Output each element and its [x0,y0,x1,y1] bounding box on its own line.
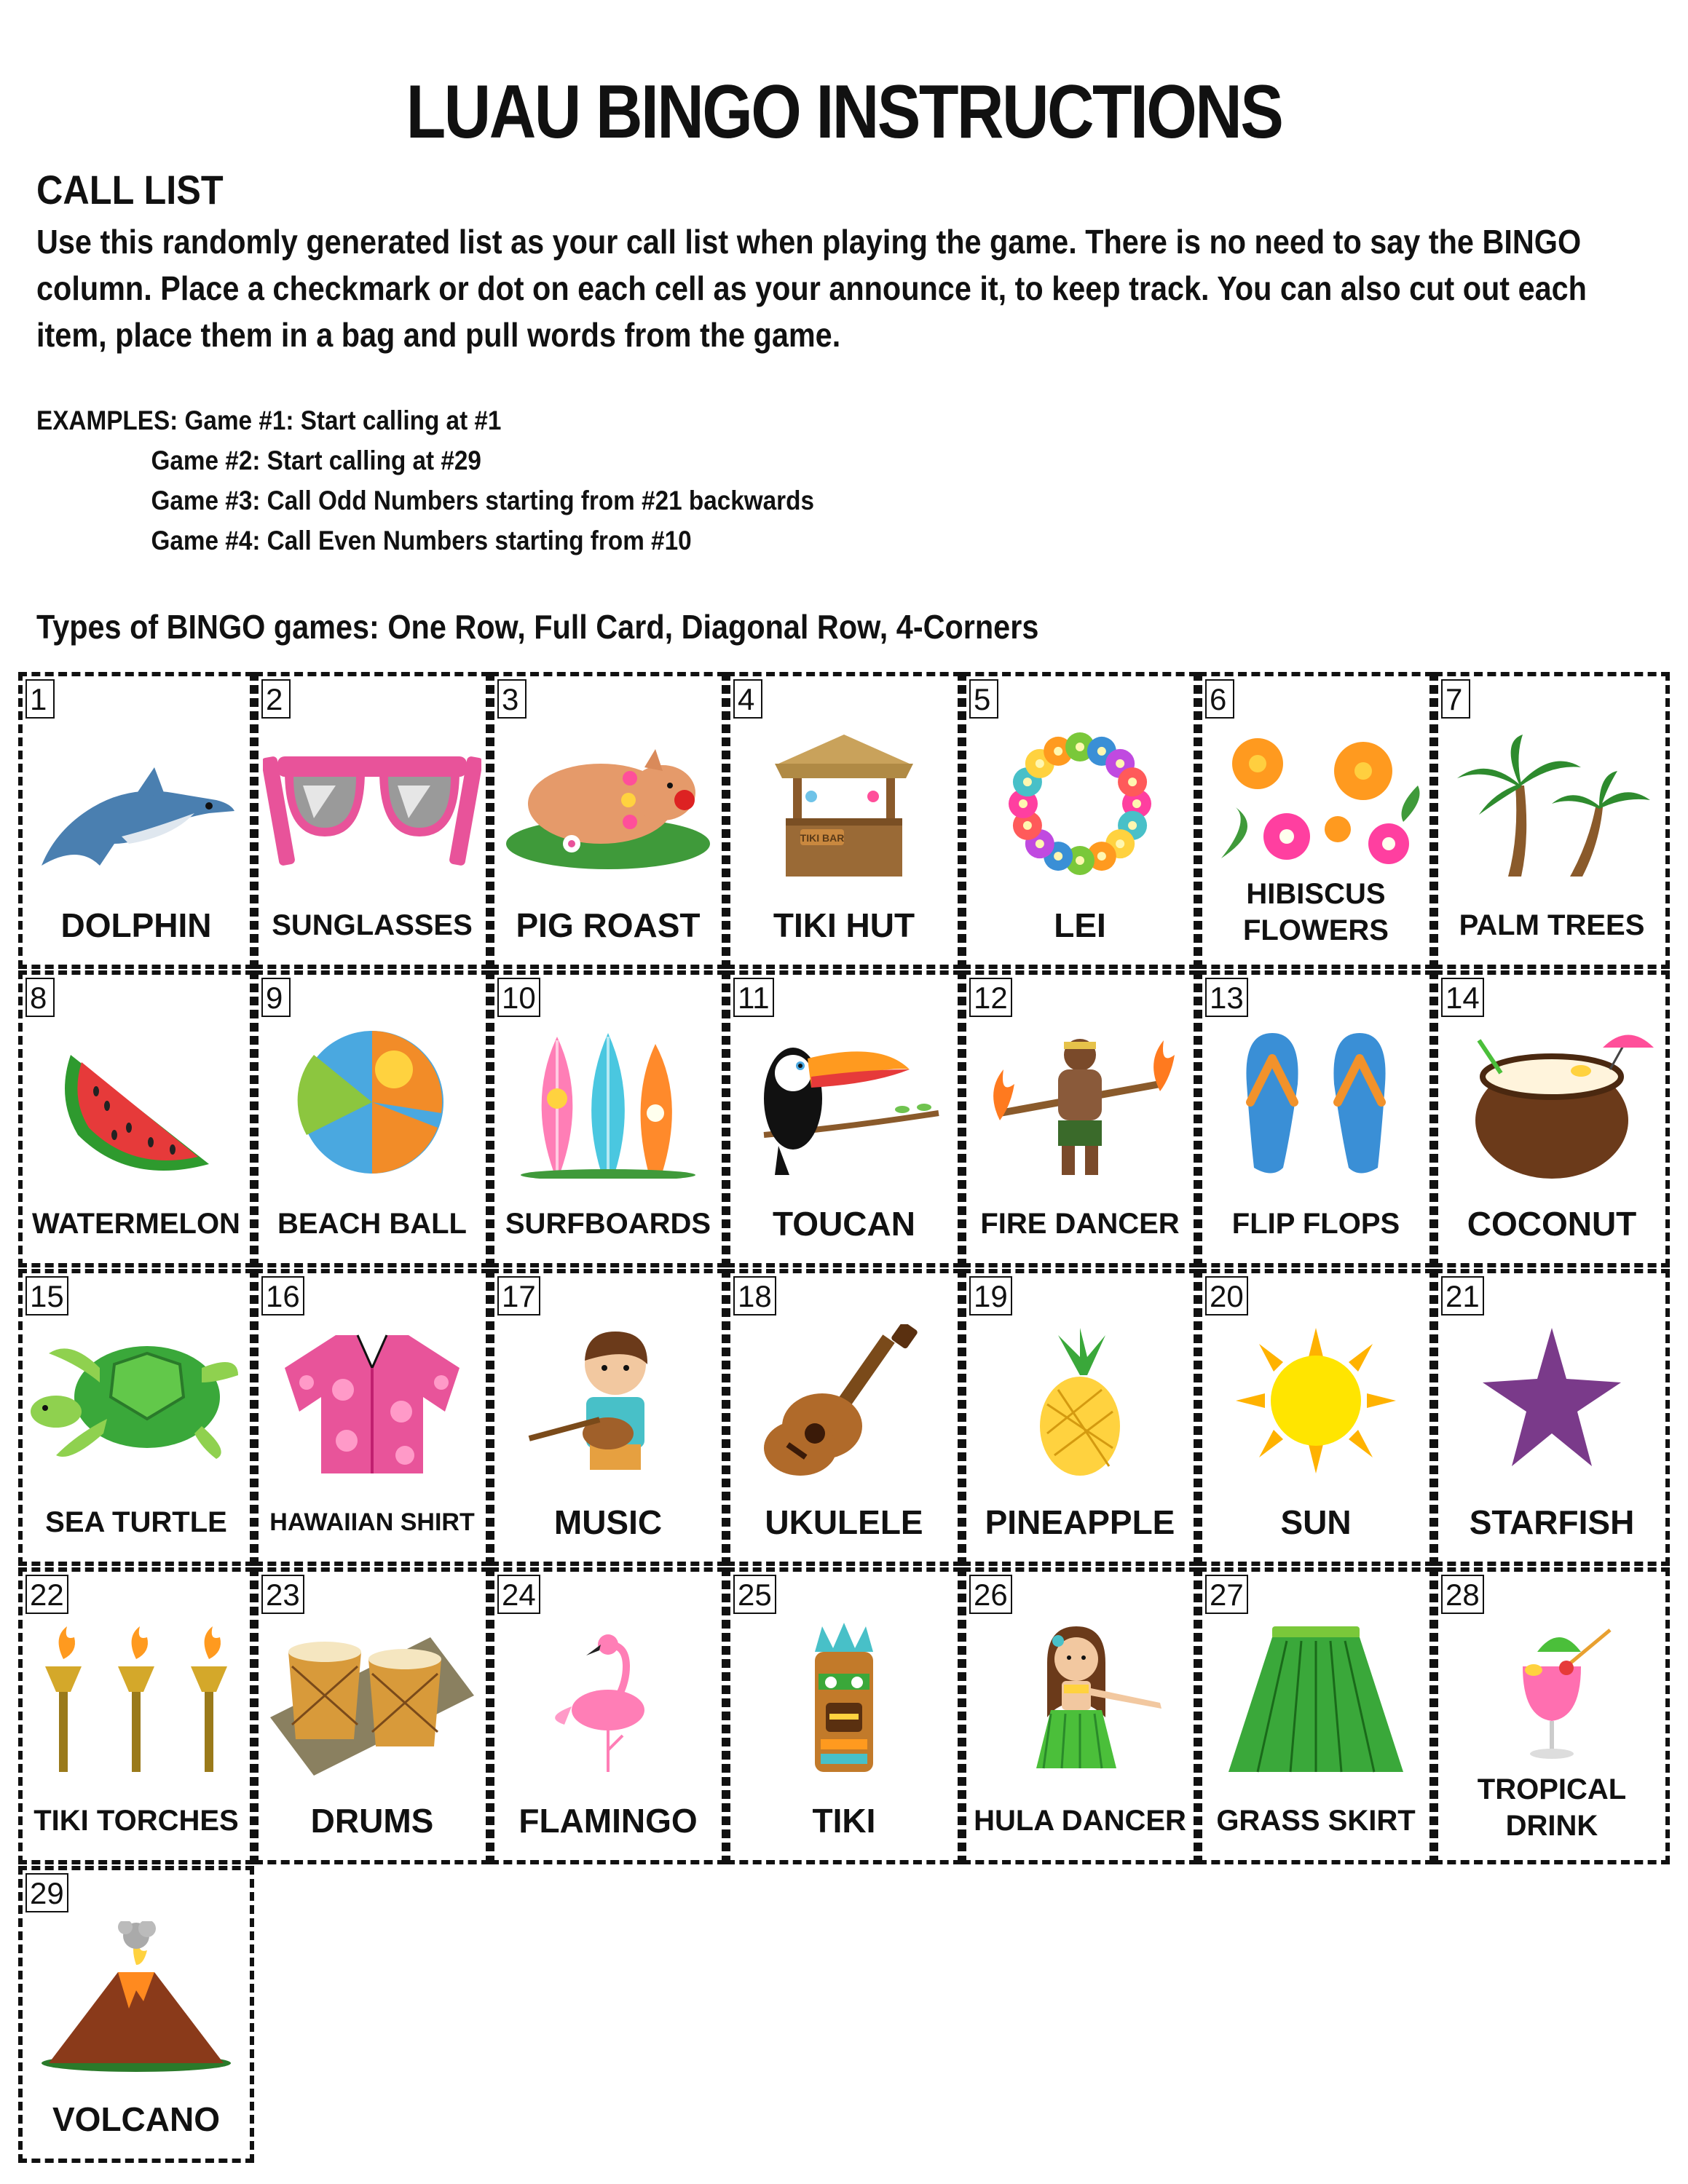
cell-number: 1 [25,679,55,719]
sunglasses-icon [263,727,481,880]
lei-icon [971,727,1189,880]
example-line: Game #4: Call Even Numbers starting from #10 [151,526,692,555]
tiki-icon [735,1623,953,1776]
bingo-cell [1198,970,1434,1267]
cell-number: 12 [969,978,1012,1017]
bingo-cell [962,970,1198,1267]
cell-number: 3 [497,679,526,719]
beach-ball-icon [263,1026,481,1179]
bingo-cell [1198,672,1434,969]
example-line: Game #3: Call Odd Numbers starting from #21 backwards [151,486,815,515]
cell-label: SUN [1280,1503,1352,1541]
bingo-cell [18,970,254,1267]
cell-label: VOLCANO [52,2100,220,2138]
cell-label: BEACH BALL [277,1208,467,1240]
bingo-cell [1434,672,1670,969]
cell-label: TOUCAN [773,1205,915,1243]
cell-label: SURFBOARDS [505,1208,711,1240]
cell-label: FLAMINGO [518,1802,698,1840]
cell-number: 23 [261,1575,304,1614]
cell-number: 29 [25,1873,68,1912]
bingo-cell [1434,1269,1670,1566]
cell-number: 9 [261,978,291,1017]
example-line: EXAMPLES: Game #1: Start calling at #1 [36,405,502,435]
bingo-cell [1198,1269,1434,1566]
cell-label: DRUMS [310,1802,434,1840]
cell-number: 13 [1205,978,1248,1017]
lei-flower-center [1116,759,1124,768]
flamingo-icon [499,1623,717,1776]
dolphin-icon [27,727,245,880]
cell-number: 17 [497,1276,540,1315]
cell-label: STARFISH [1469,1503,1635,1541]
lei-flower-center [1076,856,1084,865]
lei-flower-center [1054,852,1062,860]
cell-label: TIKI HUT [773,906,915,944]
pig-roast-icon [499,727,717,880]
cell-number: 26 [969,1575,1012,1614]
examples-block [36,400,814,561]
cell-label: DOLPHIN [60,906,212,944]
cell-number: 15 [25,1276,68,1315]
tropical-drink-icon [1443,1623,1661,1776]
bingo-cell [490,1269,726,1566]
grass-skirt-icon [1207,1623,1425,1776]
toucan-icon [735,1026,953,1179]
cell-label: FIRE DANCER [980,1208,1180,1240]
cell-label: TIKI TORCHES [33,1805,239,1837]
cell-number: 24 [497,1575,540,1614]
lei-flower-center [1036,839,1044,848]
lei-flower-center [1116,839,1124,848]
call-list-heading: CALL LIST [36,167,224,213]
lei-flower-center [1023,778,1032,786]
watermelon-icon [27,1026,245,1179]
bingo-cell [18,672,254,969]
cell-label: COCONUT [1467,1205,1637,1243]
cell-label: SUNGLASSES [272,909,473,941]
cell-label: MUSIC [553,1503,663,1541]
cell-number: 27 [1205,1575,1248,1614]
cell-label: HAWAIIAN SHIRT [269,1508,475,1536]
lei-flower-center [1132,799,1141,808]
cell-number: 14 [1441,978,1484,1017]
cell-label: HULA DANCER [974,1805,1186,1837]
cell-label: UKULELE [765,1503,923,1541]
bingo-cell [18,1269,254,1566]
bingo-cell [1198,1567,1434,1864]
lei-flower-center [1019,799,1028,808]
cell-label: LEI [1054,906,1106,944]
bingo-cell [962,1567,1198,1864]
cell-label: FLIP FLOPS [1231,1208,1400,1240]
sun-icon [1207,1324,1425,1477]
lei-flower-center [1076,743,1084,751]
hula-dancer-icon [971,1623,1189,1776]
cell-number: 16 [261,1276,304,1315]
cell-number: 28 [1441,1575,1484,1614]
cell-label: SEA TURTLE [45,1506,227,1538]
cell-number: 10 [497,978,540,1017]
hibiscus-icon [1207,727,1425,880]
cell-number: 11 [733,978,774,1017]
bingo-game-types: Types of BINGO games: One Row, Full Card, Diagonal Row, 4-Corners [36,608,1039,646]
cell-label: PALM TREES [1459,909,1645,941]
bingo-cell [962,672,1198,969]
lei-flower-center [1128,778,1137,786]
cell-label: HIBISCUS FLOWERS [1243,878,1389,946]
cell-number: 7 [1441,679,1470,719]
cell-number: 4 [733,679,762,719]
cell-label: TIKI [812,1802,876,1840]
cell-number: 5 [969,679,998,719]
tiki-hut-icon [735,727,953,880]
bingo-cell [18,1866,254,2163]
cell-label: TROPICAL DRINK [1477,1773,1627,1842]
bingo-cell [726,1269,962,1566]
cell-number: 8 [25,978,55,1017]
flip-flops-icon [1207,1026,1425,1179]
bingo-cell [726,1567,962,1864]
sea-turtle-icon [27,1324,245,1477]
coconut-icon [1443,1026,1661,1179]
lei-flower-center [1128,821,1137,830]
page-title: LUAU BINGO INSTRUCTIONS [406,70,1282,154]
cell-number: 20 [1205,1276,1248,1315]
bingo-cell [1434,970,1670,1267]
cell-number: 22 [25,1575,68,1614]
cell-number: 19 [969,1276,1012,1315]
bingo-cell [490,970,726,1267]
music-icon [499,1324,717,1477]
cell-label: GRASS SKIRT [1216,1805,1416,1837]
starfish-icon [1443,1324,1661,1477]
bingo-cell [1434,1567,1670,1864]
cell-number: 6 [1205,679,1234,719]
ukulele-icon [735,1324,953,1477]
intro-paragraph: Use this randomly generated list as your call list when playing the game. There is no need to say the BINGO column. Place a checkmark or dot on each cell as your announce it, to keep track. You can also cut out each item, place them in a bag and pull words from the game. [36,223,1587,354]
cell-number: 2 [261,679,291,719]
bingo-cell [726,970,962,1267]
palm-trees-icon [1443,727,1661,880]
bingo-cell [254,1269,490,1566]
volcano-icon [27,1921,245,2074]
lei-flower-center [1097,747,1106,756]
lei-flower-center [1023,821,1032,830]
bingo-cell [254,672,490,969]
tiki-bar-sign: TIKI BAR [800,832,845,844]
cell-number: 21 [1441,1276,1484,1315]
bingo-cell [254,1567,490,1864]
drums-icon [263,1623,481,1776]
pineapple-icon [971,1324,1189,1477]
fire-dancer-icon [971,1026,1189,1179]
lei-flower-center [1036,759,1044,768]
cell-label: PINEAPPLE [985,1503,1175,1541]
example-line: Game #2: Start calling at #29 [151,446,481,475]
cell-label: WATERMELON [32,1208,240,1240]
lei-flower-center [1097,852,1106,860]
bingo-cell [490,672,726,969]
surfboards-icon [499,1026,717,1179]
bingo-cell [962,1269,1198,1566]
bingo-cell [18,1567,254,1864]
cell-number: 18 [733,1276,776,1315]
lei-flower-center [1054,747,1062,756]
bingo-cell [726,672,962,969]
bingo-cell [254,970,490,1267]
bingo-cell [490,1567,726,1864]
cell-label: PIG ROAST [516,906,701,944]
hawaiian-shirt-icon [263,1324,481,1477]
tiki-torches-icon [27,1623,245,1776]
cell-number: 25 [733,1575,776,1614]
